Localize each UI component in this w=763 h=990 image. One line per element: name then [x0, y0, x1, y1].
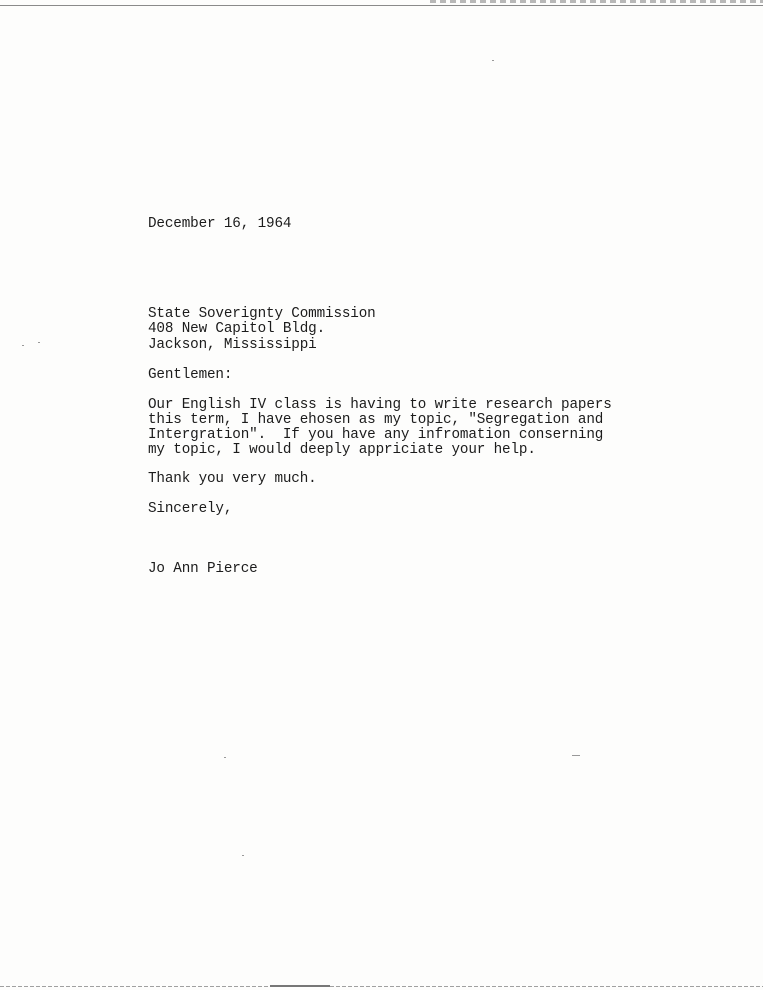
recipient-city: Jackson, Mississippi — [148, 337, 317, 353]
recipient-street: 408 New Capitol Bldg. — [148, 321, 326, 337]
scan-speck — [242, 855, 244, 856]
scan-artifact-top — [430, 0, 763, 3]
scan-speck — [38, 342, 40, 343]
body-line: my topic, I would deeply appriciate your help. — [148, 442, 536, 458]
scan-speck — [492, 60, 494, 61]
recipient-name: State Soverignty Commission — [148, 306, 376, 322]
letter-date: December 16, 1964 — [148, 216, 292, 232]
salutation: Gentlemen: — [148, 367, 233, 383]
scan-artifact-bottom — [270, 985, 330, 987]
scan-speck — [22, 345, 24, 346]
thanks-line: Thank you very much. — [148, 471, 317, 487]
scan-speck — [572, 755, 580, 756]
signature-name: Jo Ann Pierce — [148, 561, 258, 577]
page-bottom-edge — [0, 986, 763, 987]
body-line: this term, I have ehosen as my topic, "Segregation and — [148, 412, 604, 428]
page-top-edge — [0, 5, 763, 6]
scan-speck — [224, 757, 226, 758]
body-line: Our English IV class is having to write research papers — [148, 397, 612, 413]
body-line: Intergration". If you have any infromation conserning — [148, 427, 604, 443]
closing: Sincerely, — [148, 501, 233, 517]
